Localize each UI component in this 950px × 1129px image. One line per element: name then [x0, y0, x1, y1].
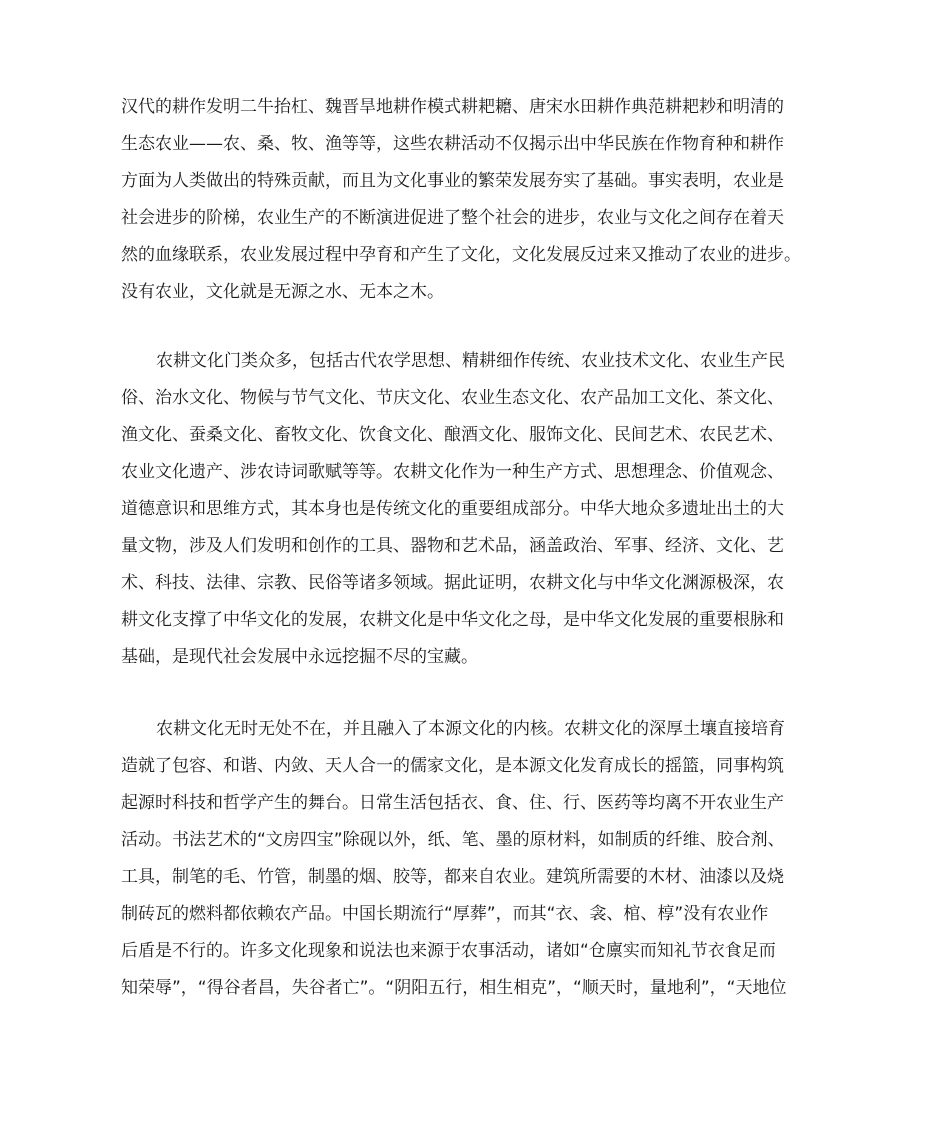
text-line: 后盾是不行的。许多文化现象和说法也来源于农事活动，诸如“仓廪实而知礼节衣食足而 — [121, 941, 776, 961]
text-line: 术、科技、法律、宗教、民俗等诸多领域。据此证明，农耕文化与中华文化渊源极深，农 — [121, 573, 784, 593]
text-line: 起源时科技和哲学产生的舞台。日常生活包括衣、食、住、行、医药等均离不开农业生产 — [121, 793, 784, 813]
text-line: 基础，是现代社会发展中永远挖掘不尽的宝藏。 — [121, 647, 478, 667]
text-line: 工具，制笔的毛、竹管，制墨的烟、胶等，都来自农业。建筑所需要的木材、油漆以及烧 — [121, 867, 784, 887]
text-line: 生态农业——农、桑、牧、渔等等，这些农耕活动不仅揭示出中华民族在作物育种和耕作 — [121, 134, 784, 154]
text-line: 汉代的耕作发明二牛抬杠、魏晋旱地耕作模式耕耙耱、唐宋水田耕作典范耕耙耖和明清的 — [121, 97, 784, 117]
text-line: 活动。书法艺术的“文房四宝”除砚以外，纸、笔、墨的原材料，如制质的纤维、胶合剂、 — [121, 830, 785, 850]
text-line: 农业文化遗产、涉农诗词歌赋等等。农耕文化作为一种生产方式、思想理念、价值观念、 — [121, 462, 784, 482]
text-line: 方面为人类做出的特殊贡献，而且为文化事业的繁荣发展夯实了基础。事实表明，农业是 — [121, 171, 784, 191]
text-line: 造就了包容、和谐、内敛、天人合一的儒家文化，是本源文化发育成长的摇篮，同事构筑 — [121, 756, 784, 776]
text-line: 知荣辱”，“得谷者昌，失谷者亡”。“阴阳五行，相生相克”，“顺天时，量地利”，“天地位 — [121, 978, 787, 998]
text-line: 量文物，涉及人们发明和创作的工具、器物和艺术品，涵盖政治、军事、经济、文化、艺 — [121, 536, 784, 556]
text-line: 社会进步的阶梯，农业生产的不断演进促进了整个社会的进步，农业与文化之间存在着天 — [121, 208, 784, 228]
text-line: 渔文化、蚕桑文化、畜牧文化、饮食文化、酿酒文化、服饰文化、民间艺术、农民艺术、 — [121, 425, 784, 445]
text-line: 俗、治水文化、物候与节气文化、节庆文化、农业生态文化、农产品加工文化、茶文化、 — [121, 388, 784, 408]
text-line: 制砖瓦的燃料都依赖农产品。中国长期流行“厚葬”，而其“衣、衾、棺、椁”没有农业作 — [121, 904, 769, 924]
text-line: 农耕文化无时无处不在，并且融入了本源文化的内核。农耕文化的深厚土壤直接培育 — [156, 719, 785, 739]
text-line: 耕文化支撑了中华文化的发展，农耕文化是中华文化之母，是中华文化发展的重要根脉和 — [121, 610, 784, 630]
text-line: 没有农业，文化就是无源之水、无本之木。 — [121, 282, 444, 302]
text-line: 农耕文化门类众多，包括古代农学思想、精耕细作传统、农业技术文化、农业生产民 — [156, 351, 785, 371]
text-line: 道德意识和思维方式，其本身也是传统文化的重要组成部分。中华大地众多遗址出土的大 — [121, 499, 784, 519]
text-line: 然的血缘联系，农业发展过程中孕育和产生了文化，文化发展反过来又推动了农业的进步。 — [121, 245, 801, 265]
